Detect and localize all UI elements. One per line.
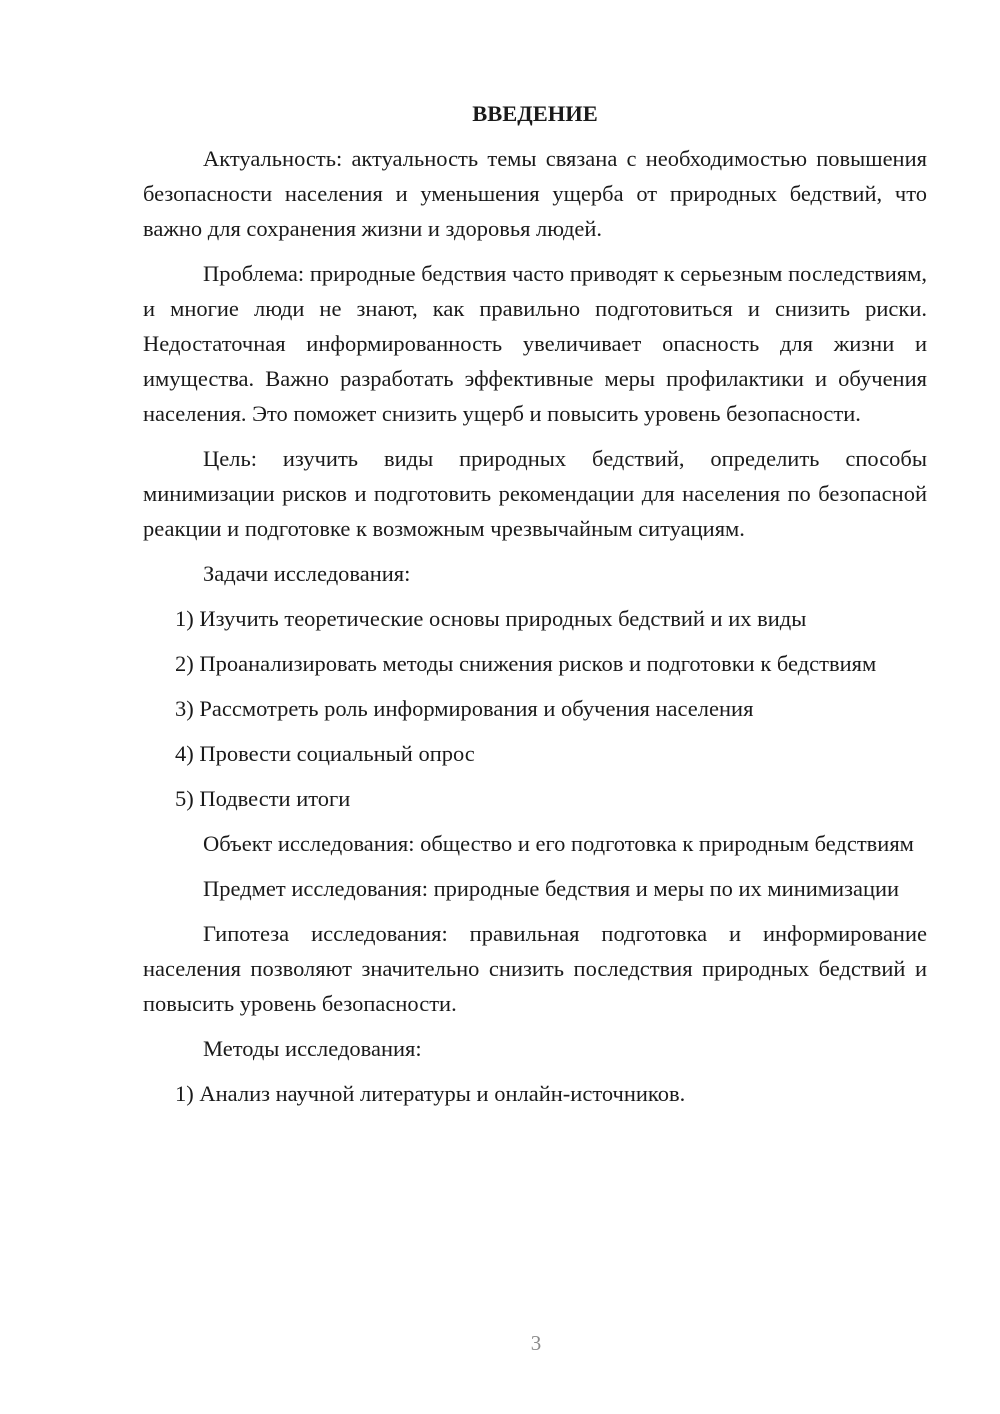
problem-paragraph: Проблема: природные бедствия часто приводят к серьезным последствиям, и многие люди не знают, как правильно подготовиться и снизить риски. Недостаточная информированность увеличивает опасность для жизни и имущества. Важно разработать эффективные меры профилактики и обучения населения. Это поможет снизить ущерб и повысить уровень безопасности. — [143, 261, 927, 426]
hypothesis-paragraph: Гипотеза исследования: правильная подготовка и информирование населения позволяют значительно снизить последствия природных бедствий и повысить уровень безопасности. — [143, 921, 927, 1016]
goal-paragraph: Цель: изучить виды природных бедствий, определить способы минимизации рисков и подготовить рекомендации для населения по безопасной реакции и подготовке к возможным чрезвычайным ситуациям. — [143, 446, 927, 541]
section-title: ВВЕДЕНИЕ — [472, 101, 598, 126]
methods-heading: Методы исследования: — [203, 1036, 422, 1061]
subject-paragraph: Предмет исследования: природные бедствия и меры по их минимизации — [203, 876, 900, 901]
page-content — [143, 96, 927, 1121]
task-item: 5) Подвести итоги — [175, 786, 351, 811]
relevance-paragraph: Актуальность: актуальность темы связана с необходимостью повышения безопасности населения и уменьшения ущерба от природных бедствий, что важно для сохранения жизни и здоровья людей. — [143, 146, 927, 241]
task-item: 4) Провести социальный опрос — [175, 741, 475, 766]
task-item: 1) Изучить теоретические основы природных бедствий и их виды — [175, 606, 807, 631]
page-number: 3 — [530, 1331, 542, 1355]
task-item: 2) Проанализировать методы снижения рисков и подготовки к бедствиям — [175, 651, 877, 676]
object-paragraph: Объект исследования: общество и его подготовка к природным бедствиям — [203, 831, 914, 856]
task-item: 3) Рассмотреть роль информирования и обучения населения — [175, 696, 754, 721]
tasks-heading: Задачи исследования: — [203, 561, 411, 586]
method-item: 1) Анализ научной литературы и онлайн-источников. — [175, 1081, 686, 1106]
